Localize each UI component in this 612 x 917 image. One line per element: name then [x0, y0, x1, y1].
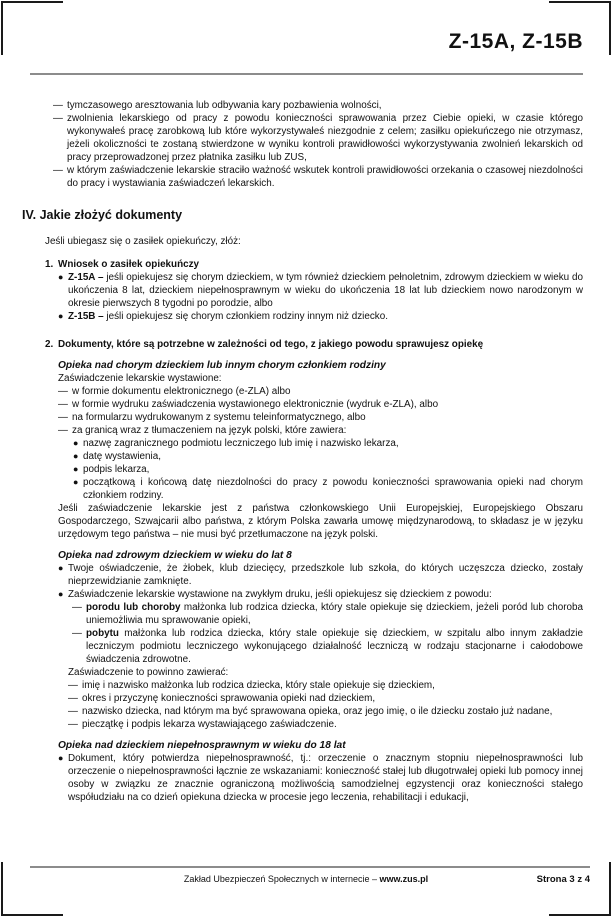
dash-item [68, 692, 583, 705]
bullet-icon: ● [73, 438, 79, 448]
dash-icon: — [72, 628, 82, 639]
bullet-text: podpis lekarza, [83, 464, 150, 475]
dash-item [68, 705, 583, 718]
dash-text: na formularzu wydrukowanym z systemu teleinformatycznego, albo [72, 412, 366, 423]
certificate-contents [68, 666, 583, 731]
dash-text: pieczątkę i podpis lekarza wystawiającego zaświadczenie. [82, 719, 337, 730]
dash-text: porodu lub choroby małżonka lub rodzica dziecka, który stale opiekuje się dzieckiem, jeżeli poród lub choroba uniemożliwia mu sprawowanie opieki, [86, 602, 583, 626]
dash-icon: — [68, 680, 78, 691]
bullet-icon: ● [73, 451, 79, 461]
form-code-label: Z-15A – [68, 272, 104, 283]
reason-label: pobytu [86, 628, 119, 639]
bullet-text: Zaświadczenie lekarskie wystawione na zwykłym druku, jeśli opiekujesz się dzieckiem z powodu: [68, 589, 492, 600]
section-heading: IV. Jakie złożyć dokumenty [22, 208, 183, 222]
list-item-text: w którym zaświadczenie lekarskie straciło ważność wskutek kontroli prawidłowości orzekania o czasowej niezdolności do pracy i wystawiania zaświadczeń lekarskich. [67, 165, 583, 189]
bullet-item [58, 271, 583, 310]
bullet-text: datę wystawienia, [83, 451, 161, 462]
bullet-text: Z-15B – jeśli opiekujesz się chorym członkiem rodziny innym niż dziecko. [68, 311, 388, 322]
numbered-item-2 [45, 338, 583, 804]
bullet-icon: ● [58, 589, 64, 599]
subsection-heading-disabled-child: Opieka nad dzieckiem niepełnosprawnym w wieku do 18 lat [58, 740, 346, 751]
dash-icon: — [53, 113, 63, 124]
bullet-item [73, 476, 583, 502]
footer-text: Zakład Ubezpieczeń Społecznych w internecie – www.zus.pl [183, 874, 429, 884]
bullet-icon: ● [73, 464, 79, 474]
page-footer [22, 866, 590, 885]
dash-text: za granicą wraz z tłumaczeniem na język polski, które zawiera: [72, 425, 347, 436]
bullet-icon: ● [58, 311, 64, 321]
footer-rule [30, 866, 590, 868]
dash-icon: — [68, 693, 78, 704]
bullet-icon: ● [58, 272, 64, 282]
dash-item [58, 424, 583, 437]
reason-dash-list [72, 601, 583, 666]
bullet-item [73, 437, 583, 450]
reason-label: porodu lub choroby [86, 602, 181, 613]
list-item [53, 99, 583, 112]
bullet-item [58, 752, 583, 804]
list-item [53, 164, 583, 190]
nested-bullet-list [73, 437, 583, 502]
dash-icon: — [72, 602, 82, 613]
bullet-icon: ● [58, 753, 64, 763]
list-item [53, 112, 583, 164]
bullet-text: Twoje oświadczenie, że żłobek, klub dziecięcy, przedszkole lub szkoła, do których uczęszcza dziecko, zostały nieprzewidzianie zamknięte. [68, 563, 583, 587]
dash-text: w formie wydruku zaświadczenia wystawionego elektronicznie (wydruk e-ZLA), albo [72, 399, 439, 410]
dash-icon: — [58, 399, 68, 410]
dash-item [58, 385, 583, 398]
item-title: Wniosek o zasiłek opiekuńczy [58, 259, 200, 270]
bullet-item [58, 588, 583, 601]
closing-paragraph: Jeśli zaświadczenie lekarskie jest z państwa członkowskiego Unii Europejskiej, Europejskiego Obszaru Gospodarczego, Szwajcarii albo państwa, z którym Polska zawarła umowę międzynarodową, to składasz je w języku urzędowym tego państwa – nie musi być przetłumaczone na język polski. [58, 503, 583, 540]
dash-text: imię i nazwisko małżonka lub rodzica dziecka, który stale opiekuje się dzieckiem, [82, 680, 435, 691]
dash-item [68, 679, 583, 692]
footer-url: www.zus.pl [379, 874, 429, 884]
bullet-item [58, 310, 583, 323]
item-number: 1. [45, 259, 54, 270]
bullet-item [73, 463, 583, 476]
intro-paragraph: Jeśli ubiegasz się o zasiłek opiekuńczy, złóż: [45, 236, 241, 247]
dash-text: pobytu małżonka lub rodzica dziecka, który stale opiekuje się dzieckiem, w szpitalu albo innym zakładzie leczniczym podmiotu leczniczego wykonującego działalność leczniczą w rodzaju stacjonarne i całodobowe świadczenia zdrowotne. [86, 628, 583, 665]
item-title: Dokumenty, które są potrzebne w zależności od tego, z jakiego powodu sprawujesz opiekę [58, 339, 484, 350]
dash-item [72, 601, 583, 627]
form-title: Z-15A, Z-15B [448, 30, 583, 53]
dash-item [68, 718, 583, 731]
bullet-item [73, 450, 583, 463]
dash-text: nazwisko dziecka, nad którym ma być sprawowana opieka, oraz jego imię, o ile dziecku zostało już nadane, [82, 706, 553, 717]
numbered-item-1 [45, 258, 583, 323]
list-item-text: zwolnienia lekarskiego od pracy z powodu konieczności sprawowania przez Ciebie opieki, w czasie którego wykonywałeś pracę zarobkową lub które wykorzystywałeś niezgodnie z celem; zasiłku opiekuńczego nie otrzymasz, jeżeli okoliczności te zostaną stwierdzone w wyniku kontroli prawidłowości wykorzystywania zwolnień lekarskich od pracy przeprowadzonej przez płatnika zasiłku lub ZUS, [67, 113, 583, 163]
dash-item [58, 411, 583, 424]
bullet-icon: ● [58, 563, 64, 573]
bullet-item [58, 562, 583, 588]
dash-icon: — [58, 425, 68, 436]
dash-item [72, 627, 583, 666]
bullet-text: Z-15A – jeśli opiekujesz się chorym dzieckiem, w tym również dzieckiem pełnoletnim, zdrowym dzieckiem w wieku do ukończenia 8 lat, dzieckiem niepełnosprawnym w wieku do ukończenia 18 lat lub dzieckiem nowo narodzonym w okresie pierwszych 8 tygodni po porodzie, albo [68, 272, 584, 309]
dash-icon: — [68, 719, 78, 730]
dash-icon: — [58, 386, 68, 397]
subsection-heading-sick-family: Opieka nad chorym dzieckiem lub innym chorym członkiem rodziny [58, 360, 386, 371]
dash-text: w formie dokumentu elektronicznego (e-ZLA) albo [72, 386, 291, 397]
subsection-heading-healthy-child: Opieka nad zdrowym dzieckiem w wieku do lat 8 [58, 550, 292, 561]
list-item-text: tymczasowego aresztowania lub odbywania kary pozbawienia wolności, [67, 100, 382, 111]
header-rule [30, 73, 583, 75]
lead-text: Zaświadczenie lekarskie wystawione: [58, 373, 222, 384]
dash-text: okres i przyczynę konieczności sprawowania opieki nad dzieckiem, [82, 693, 376, 704]
continuation-list [53, 99, 583, 190]
dash-icon: — [58, 412, 68, 423]
lead-text: Zaświadczenie to powinno zawierać: [68, 667, 229, 678]
item-number: 2. [45, 339, 54, 350]
dash-icon: — [53, 165, 63, 176]
bullet-text: Dokument, który potwierdza niepełnosprawność, tj.: orzeczenie o znacznym stopniu niepełnosprawności lub orzeczenie o niepełnosprawności łącznie ze wskazaniami: konieczność stałej lub długotrwałej opieki lub pomocy innej osoby w związku ze znacznie ograniczoną możliwością samodzielnej egzystencji oraz konieczności stałego współudziału na co dzień opiekuna dziecka w procesie jego leczenia, rehabilitacji i edukacji, [68, 753, 583, 803]
dash-icon: — [53, 100, 63, 111]
form-code-label: Z-15B – [68, 311, 104, 322]
bullet-text: nazwę zagranicznego podmiotu leczniczego lub imię i nazwisko lekarza, [83, 438, 399, 449]
bullet-icon: ● [73, 477, 79, 487]
dash-icon: — [68, 706, 78, 717]
bullet-text: początkową i końcową datę niezdolności do pracy z powodu konieczności sprawowania opieki nad chorym członkiem rodziny. [83, 477, 583, 501]
dash-item [58, 398, 583, 411]
page-number: Strona 3 z 4 [536, 874, 590, 885]
